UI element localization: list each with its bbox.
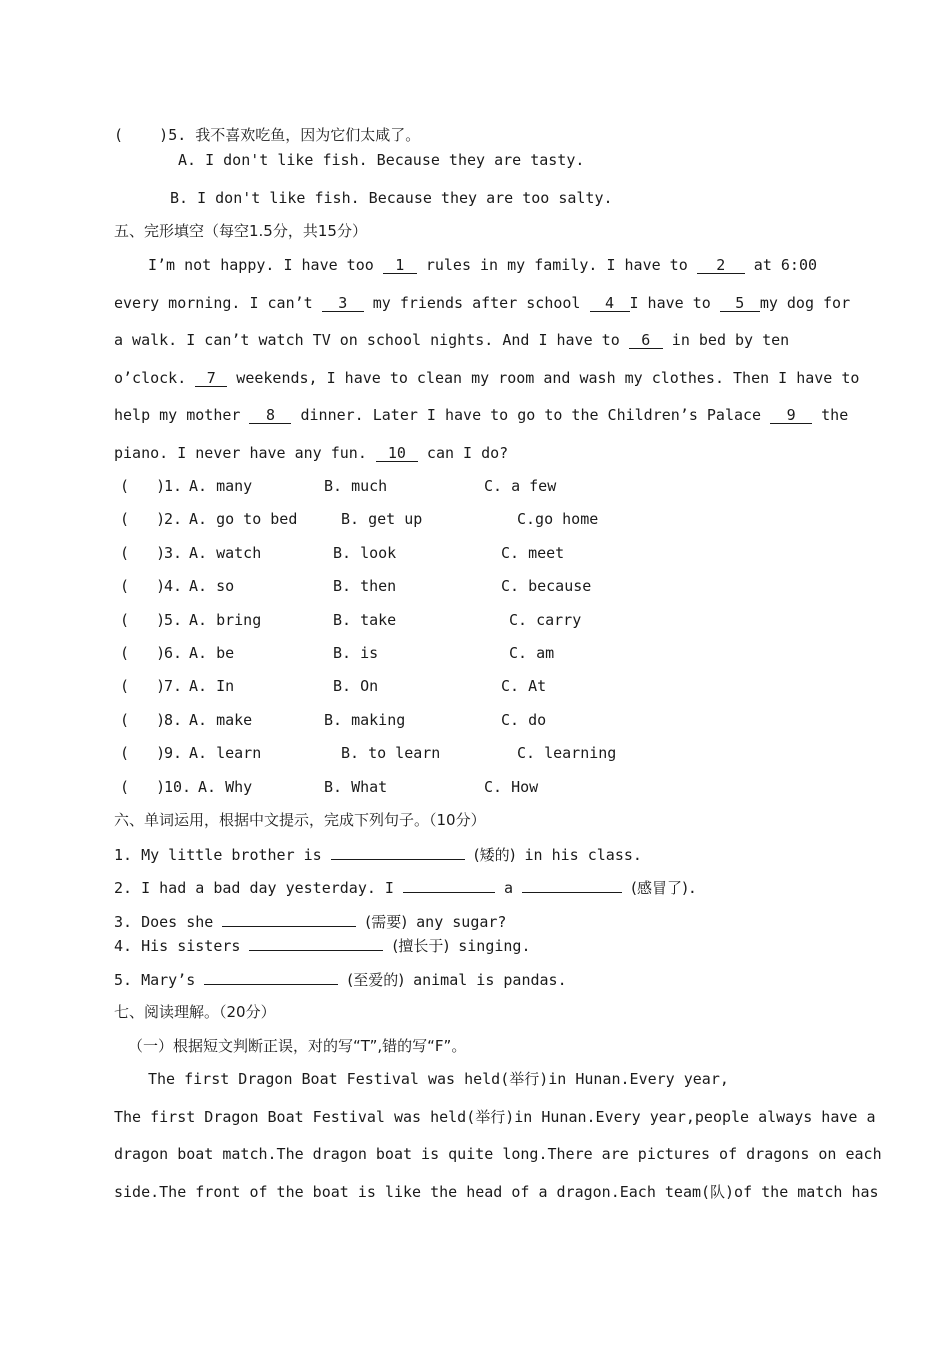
answer-paren: ( ) [120, 711, 166, 729]
option-c: C. carry [509, 611, 582, 629]
option-b: B. On [333, 677, 379, 695]
answer-paren: ( ) [114, 126, 169, 144]
option-c: C. because [501, 577, 592, 595]
chinese-hint: (擅长于) [392, 937, 450, 955]
passage-line-4: o’clock. 7 weekends, I have to clean my room and wash my clothes. Then I have to [114, 369, 860, 387]
question-prompt: 我不喜欢吃鱼，因为它们太咸了。 [195, 126, 421, 144]
fill-item-1: 1. My little brother is (矮的) in his class. [114, 846, 642, 864]
answer-line [204, 969, 338, 985]
blank-5: 5 [720, 295, 760, 312]
answer-paren: ( ) [120, 510, 166, 528]
option-a: A. be [189, 644, 235, 662]
option-c: C.go home [517, 510, 599, 528]
blank-1: 1 [383, 257, 417, 274]
answer-line [403, 877, 495, 893]
option-c: C. am [509, 644, 555, 662]
fill-item-2: 2. I had a bad day yesterday. I a (感冒了). [114, 879, 697, 897]
option-b: B. then [333, 577, 397, 595]
question-number: 5. [168, 126, 187, 144]
option-a: A. many [189, 477, 253, 495]
option-c: C. a few [484, 477, 557, 495]
passage-line-1: I’m not happy. I have too 1 rules in my family. I have to 2 at 6:00 [148, 256, 818, 274]
answer-line [331, 844, 465, 860]
answer-paren: ( ) [120, 677, 166, 695]
passage-line-2: every morning. I can’t 3 my friends after school 4 I have to 5 my dog for [114, 294, 851, 312]
question-number: 3. [164, 544, 183, 562]
option-a: A. Why [198, 778, 253, 796]
q5-option-a: A. I don't like fish. Because they are tasty. [178, 151, 585, 169]
question-number: 1. [164, 477, 183, 495]
section6-heading: 六、单词运用，根据中文提示，完成下列句子。（10分） [114, 811, 486, 829]
section5-heading: 五、完形填空（每空1.5分，共15分） [114, 222, 367, 240]
reading-line: The first Dragon Boat Festival was held(举行)in Hunan.Every year, [148, 1070, 729, 1088]
reading-line: dragon boat match.The dragon boat is quite long.There are pictures of dragons on each [114, 1145, 882, 1163]
chinese-hint: (至爱的) [347, 971, 405, 989]
q5-option-b: B. I don't like fish. Because they are too salty. [170, 189, 613, 207]
option-c: C. How [484, 778, 539, 796]
blank-4: 4 [590, 295, 630, 312]
section7-heading: 七、阅读理解。（20分） [114, 1003, 276, 1021]
passage-line-5: help my mother 8 dinner. Later I have to go to the Children’s Palace 9 the [114, 406, 849, 424]
question-number: 5. [164, 611, 183, 629]
passage-line-6: piano. I never have any fun. 10 can I do? [114, 444, 509, 462]
answer-paren: ( ) [120, 744, 166, 762]
option-b: B. to learn [341, 744, 441, 762]
fill-item-3: 3. Does she (需要) any sugar? [114, 913, 507, 931]
q5-prompt-line [114, 125, 420, 145]
answer-line [222, 911, 356, 927]
blank-10: 10 [376, 445, 418, 462]
blank-3: 3 [322, 295, 364, 312]
question-number: 8. [164, 711, 183, 729]
option-a: A. learn [189, 744, 262, 762]
option-b: B. making [324, 711, 406, 729]
option-b: B. get up [341, 510, 423, 528]
answer-line [522, 877, 622, 893]
reading-line: side.The front of the boat is like the head of a dragon.Each team(队)of the match has [114, 1183, 879, 1201]
blank-6: 6 [629, 332, 663, 349]
answer-paren: ( ) [120, 477, 166, 495]
option-a: A. so [189, 577, 235, 595]
option-c: C. At [501, 677, 547, 695]
answer-paren: ( ) [120, 577, 166, 595]
question-number: 7. [164, 677, 183, 695]
blank-2: 2 [697, 257, 745, 274]
blank-9: 9 [770, 407, 812, 424]
option-a: A. In [189, 677, 235, 695]
option-a: A. make [189, 711, 253, 729]
option-a: A. watch [189, 544, 262, 562]
option-b: B. What [324, 778, 388, 796]
option-c: C. meet [501, 544, 565, 562]
answer-paren: ( ) [120, 644, 166, 662]
question-number: 2. [164, 510, 183, 528]
option-a: A. bring [189, 611, 262, 629]
section7-subheading: （一）根据短文判断正误，对的写“T”,错的写“F”。 [128, 1037, 467, 1055]
answer-paren: ( ) [120, 778, 166, 796]
option-c: C. do [501, 711, 547, 729]
reading-line: The first Dragon Boat Festival was held(举行)in Hunan.Every year,people always have a [114, 1108, 876, 1126]
question-number: 9. [164, 744, 183, 762]
question-number: 4. [164, 577, 183, 595]
question-number: 6. [164, 644, 183, 662]
blank-7: 7 [195, 370, 227, 387]
question-number: 10. [164, 778, 192, 796]
option-b: B. is [333, 644, 379, 662]
answer-paren: ( ) [120, 611, 166, 629]
chinese-hint: (矮的) [473, 846, 516, 864]
answer-paren: ( ) [120, 544, 166, 562]
chinese-hint: (需要) [365, 913, 408, 931]
chinese-hint: (感冒了) [631, 879, 688, 897]
answer-line [249, 935, 383, 951]
option-a: A. go to bed [189, 510, 298, 528]
fill-item-4: 4. His sisters (擅长于) singing. [114, 937, 531, 955]
option-b: B. look [333, 544, 397, 562]
blank-8: 8 [249, 407, 291, 424]
fill-item-5: 5. Mary’s (至爱的) animal is pandas. [114, 971, 567, 989]
option-b: B. much [324, 477, 388, 495]
option-c: C. learning [517, 744, 617, 762]
passage-line-3: a walk. I can’t watch TV on school nights. And I have to 6 in bed by ten [114, 331, 790, 349]
option-b: B. take [333, 611, 397, 629]
